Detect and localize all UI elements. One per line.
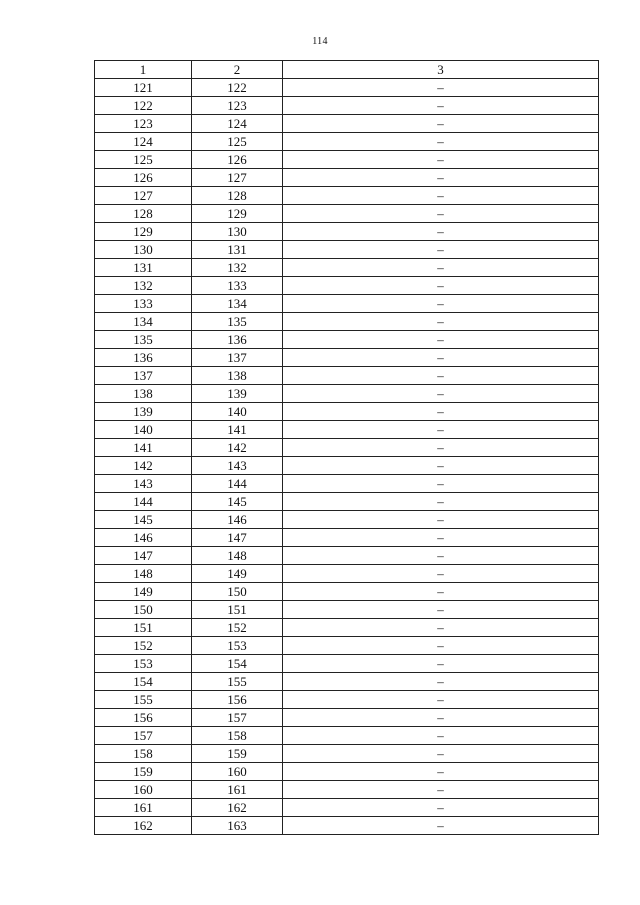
table-cell-col-2: 139 (192, 385, 283, 403)
table-cell-col-2: 129 (192, 205, 283, 223)
table-cell-col-3: – (283, 655, 599, 673)
table-cell-col-2: 148 (192, 547, 283, 565)
table-cell-col-2: 130 (192, 223, 283, 241)
table-cell-col-1: 144 (95, 493, 192, 511)
table-cell-col-2: 157 (192, 709, 283, 727)
table-cell-col-1: 152 (95, 637, 192, 655)
table-cell-col-1: 159 (95, 763, 192, 781)
table-row (95, 295, 599, 313)
table-cell-col-1: 138 (95, 385, 192, 403)
table-cell-col-3: – (283, 601, 599, 619)
table-cell-col-3: – (283, 385, 599, 403)
table-cell-col-3: – (283, 457, 599, 475)
table-cell-col-3: – (283, 673, 599, 691)
table-cell-col-2: 122 (192, 79, 283, 97)
table-cell-col-3: – (283, 241, 599, 259)
table-cell-col-1: 148 (95, 565, 192, 583)
table-cell-col-3: – (283, 367, 599, 385)
table-cell-col-2: 133 (192, 277, 283, 295)
table-row (95, 223, 599, 241)
data-table (94, 60, 599, 835)
table-cell-col-3: – (283, 223, 599, 241)
table-row (95, 151, 599, 169)
table-cell-col-2: 136 (192, 331, 283, 349)
table-cell-col-1: 162 (95, 817, 192, 835)
table-cell-col-2: 154 (192, 655, 283, 673)
table-row (95, 385, 599, 403)
table-cell-col-2: 126 (192, 151, 283, 169)
table-cell-col-3: – (283, 403, 599, 421)
table-cell-col-1: 153 (95, 655, 192, 673)
table-cell-col-2: 149 (192, 565, 283, 583)
table-cell-col-3: – (283, 421, 599, 439)
table-cell-col-2: 135 (192, 313, 283, 331)
table-cell-col-3: – (283, 349, 599, 367)
table-cell-col-3: – (283, 817, 599, 835)
table-cell-col-3: – (283, 97, 599, 115)
table-cell-col-2: 125 (192, 133, 283, 151)
table-row (95, 745, 599, 763)
table-row (95, 169, 599, 187)
table-cell-col-3: – (283, 781, 599, 799)
table-row (95, 367, 599, 385)
table-row (95, 637, 599, 655)
table-cell-col-2: 163 (192, 817, 283, 835)
table-cell-col-3: – (283, 133, 599, 151)
table-cell-col-1: 131 (95, 259, 192, 277)
table-cell-col-3: – (283, 511, 599, 529)
table-cell-col-2: 132 (192, 259, 283, 277)
table-row (95, 691, 599, 709)
table-cell-col-1: 124 (95, 133, 192, 151)
table-cell-col-3: – (283, 313, 599, 331)
table-cell-col-2: 158 (192, 727, 283, 745)
table-cell-col-2: 161 (192, 781, 283, 799)
table-cell-col-1: 123 (95, 115, 192, 133)
table-cell-col-2: 127 (192, 169, 283, 187)
table-cell-col-3: – (283, 619, 599, 637)
table-row (95, 817, 599, 835)
table-row (95, 673, 599, 691)
table-cell-col-1: 147 (95, 547, 192, 565)
table-row (95, 763, 599, 781)
table-row (95, 241, 599, 259)
table-cell-col-1: 160 (95, 781, 192, 799)
table-cell-col-3: – (283, 763, 599, 781)
table-cell-col-1: 137 (95, 367, 192, 385)
table-cell-col-2: 128 (192, 187, 283, 205)
table-cell-col-3: – (283, 565, 599, 583)
table-cell-col-2: 145 (192, 493, 283, 511)
table-cell-col-2: 155 (192, 673, 283, 691)
table-cell-col-1: 121 (95, 79, 192, 97)
table-row (95, 421, 599, 439)
table-cell-col-1: 122 (95, 97, 192, 115)
table-cell-col-3: – (283, 745, 599, 763)
table-cell-col-3: – (283, 529, 599, 547)
table-cell-col-1: 135 (95, 331, 192, 349)
table-row (95, 457, 599, 475)
table-row (95, 583, 599, 601)
table-cell-col-3: – (283, 547, 599, 565)
table-cell-col-2: 143 (192, 457, 283, 475)
table-cell-col-1: 133 (95, 295, 192, 313)
table-row (95, 259, 599, 277)
table-row (95, 403, 599, 421)
table-cell-col-1: 161 (95, 799, 192, 817)
table-cell-col-3: – (283, 151, 599, 169)
table-row (95, 205, 599, 223)
table-cell-col-1: 130 (95, 241, 192, 259)
table-row (95, 313, 599, 331)
table-row (95, 781, 599, 799)
column-header-2: 2 (192, 61, 283, 79)
table-row (95, 709, 599, 727)
table-cell-col-3: – (283, 799, 599, 817)
table-cell-col-1: 151 (95, 619, 192, 637)
table-cell-col-2: 123 (192, 97, 283, 115)
table-row (95, 439, 599, 457)
table-row (95, 79, 599, 97)
table-cell-col-1: 128 (95, 205, 192, 223)
table-cell-col-2: 144 (192, 475, 283, 493)
table-cell-col-3: – (283, 277, 599, 295)
table-row (95, 493, 599, 511)
table-cell-col-3: – (283, 475, 599, 493)
table-row (95, 565, 599, 583)
table-cell-col-1: 127 (95, 187, 192, 205)
page-number: 114 (312, 36, 328, 47)
table-cell-col-3: – (283, 727, 599, 745)
table-cell-col-2: 142 (192, 439, 283, 457)
table-cell-col-3: – (283, 79, 599, 97)
table-cell-col-2: 141 (192, 421, 283, 439)
table-cell-col-2: 150 (192, 583, 283, 601)
table-cell-col-1: 142 (95, 457, 192, 475)
table-row (95, 187, 599, 205)
table-row (95, 511, 599, 529)
table-cell-col-2: 137 (192, 349, 283, 367)
table-cell-col-2: 159 (192, 745, 283, 763)
table-row (95, 97, 599, 115)
table-header-row (95, 61, 599, 79)
table-cell-col-3: – (283, 259, 599, 277)
table-cell-col-2: 124 (192, 115, 283, 133)
table-cell-col-3: – (283, 115, 599, 133)
table-cell-col-2: 140 (192, 403, 283, 421)
table-cell-col-3: – (283, 331, 599, 349)
column-header-3: 3 (283, 61, 599, 79)
table-row (95, 475, 599, 493)
table-cell-col-2: 147 (192, 529, 283, 547)
table-cell-col-3: – (283, 439, 599, 457)
table-row (95, 133, 599, 151)
table-cell-col-1: 136 (95, 349, 192, 367)
table-cell-col-2: 146 (192, 511, 283, 529)
table-cell-col-2: 138 (192, 367, 283, 385)
table-cell-col-1: 154 (95, 673, 192, 691)
table-cell-col-1: 139 (95, 403, 192, 421)
table-cell-col-1: 125 (95, 151, 192, 169)
table-cell-col-1: 155 (95, 691, 192, 709)
table-row (95, 547, 599, 565)
table-cell-col-2: 152 (192, 619, 283, 637)
table-row (95, 115, 599, 133)
table-cell-col-3: – (283, 583, 599, 601)
table-row (95, 601, 599, 619)
table-row (95, 655, 599, 673)
table-cell-col-2: 131 (192, 241, 283, 259)
table-cell-col-1: 156 (95, 709, 192, 727)
column-header-1: 1 (95, 61, 192, 79)
table-cell-col-2: 156 (192, 691, 283, 709)
table-cell-col-1: 132 (95, 277, 192, 295)
table-cell-col-2: 162 (192, 799, 283, 817)
table-cell-col-1: 134 (95, 313, 192, 331)
table-cell-col-1: 157 (95, 727, 192, 745)
table-cell-col-3: – (283, 493, 599, 511)
table-cell-col-1: 158 (95, 745, 192, 763)
table-cell-col-3: – (283, 205, 599, 223)
table-cell-col-1: 129 (95, 223, 192, 241)
table-body (95, 79, 599, 835)
table-row (95, 331, 599, 349)
table-cell-col-1: 146 (95, 529, 192, 547)
table-row (95, 529, 599, 547)
table-cell-col-1: 145 (95, 511, 192, 529)
table-row (95, 349, 599, 367)
table-cell-col-2: 153 (192, 637, 283, 655)
table-cell-col-2: 151 (192, 601, 283, 619)
table-cell-col-2: 134 (192, 295, 283, 313)
table-cell-col-1: 141 (95, 439, 192, 457)
table-cell-col-3: – (283, 691, 599, 709)
table-cell-col-3: – (283, 295, 599, 313)
table-cell-col-1: 150 (95, 601, 192, 619)
table-cell-col-1: 126 (95, 169, 192, 187)
table-cell-col-1: 149 (95, 583, 192, 601)
table-row (95, 619, 599, 637)
table-row (95, 799, 599, 817)
table-cell-col-3: – (283, 709, 599, 727)
table-cell-col-3: – (283, 637, 599, 655)
table-cell-col-3: – (283, 187, 599, 205)
table-cell-col-3: – (283, 169, 599, 187)
table-row (95, 277, 599, 295)
table-cell-col-1: 140 (95, 421, 192, 439)
table-cell-col-2: 160 (192, 763, 283, 781)
table-cell-col-1: 143 (95, 475, 192, 493)
table-row (95, 727, 599, 745)
